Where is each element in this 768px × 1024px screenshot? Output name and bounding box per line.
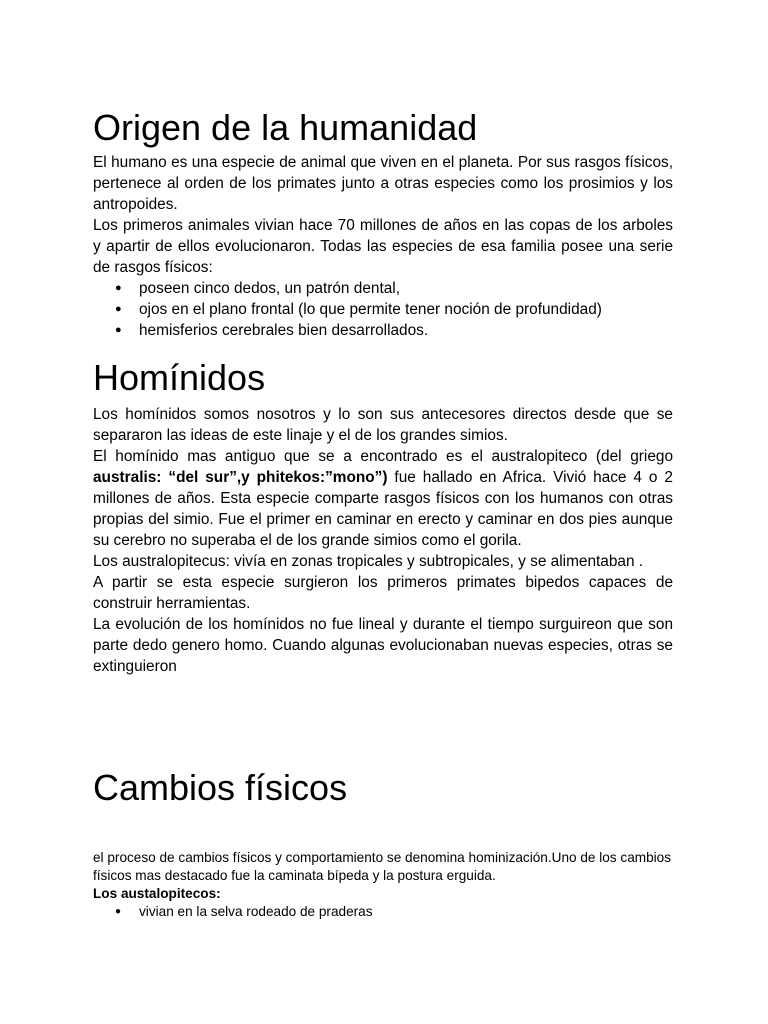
bullet-icon: ● bbox=[115, 303, 122, 315]
section-body-hominidos bbox=[93, 404, 673, 677]
bullet-icon: ● bbox=[115, 906, 122, 917]
paragraph: El humano es una especie de animal que viven en el planeta. Por sus rasgos físicos, pertenece al orden de los primates junto a otras especies como los prosimios y los antropoides. bbox=[93, 154, 673, 213]
section-heading-hominidos: Homínidos bbox=[93, 357, 266, 398]
bullet-icon: ● bbox=[115, 324, 122, 336]
subheading: Los austalopitecos: bbox=[93, 886, 221, 901]
list-item: ● poseen cinco dedos, un patrón dental, bbox=[115, 280, 400, 297]
paragraph: Los homínidos somos nosotros y lo son sus antecesores directos desde que se separaron las ideas de este linaje y el de los grandes simios. bbox=[93, 406, 673, 444]
list-item: ● hemisferios cerebrales bien desarrollados. bbox=[115, 322, 429, 339]
list-item: ● vivian en la selva rodeado de praderas bbox=[115, 904, 373, 919]
section-heading-origen: Origen de la humanidad bbox=[93, 107, 478, 148]
list-item: ● ojos en el plano frontal (lo que permite tener noción de profundidad) bbox=[115, 301, 602, 318]
paragraph: La evolución de los homínidos no fue lineal y durante el tiempo surguireon que son parte dedo genero homo. Cuando algunas evolucionaban nuevas especies, otras se extinguieron bbox=[93, 616, 673, 675]
bullet-list bbox=[93, 278, 673, 341]
section-heading-cambios: Cambios físicos bbox=[93, 767, 348, 808]
paragraph: A partir se esta especie surgieron los primeros primates bipedos capaces de construir herramientas. bbox=[93, 574, 673, 612]
paragraph: Los primeros animales vivian hace 70 millones de años en las copas de los arboles y apartir de ellos evolucionaron. Todas las especies de esa familia posee una serie de rasgos físicos: bbox=[93, 217, 673, 276]
paragraph: el proceso de cambios físicos y comportamiento se denomina hominización.Uno de los cambios físicos mas destacado fue la caminata bípeda y la postura erguida. bbox=[93, 850, 672, 883]
bold-etymology: australis: “del sur”,y phitekos:”mono”) bbox=[93, 469, 388, 486]
bullet-icon: ● bbox=[115, 282, 122, 294]
bullet-list bbox=[93, 903, 673, 921]
paragraph: Los australopitecus: vivía en zonas tropicales y subtropicales, y se alimentaban . bbox=[93, 553, 644, 570]
section-body-origen bbox=[93, 152, 673, 341]
paragraph: El homínido mas antiguo que se a encontrado es el australopiteco (del griego australis: “del sur”,y phitekos:”mono”) fue hallado en Africa. Vivió hace 4 o 2 millones de años. Esta especie comparte rasgos físicos con los humanos con otras propias del simio. Fue el primer en caminar en erecto y caminar en dos pies aunque su cerebro no superaba el de los grande simios como el gorila. bbox=[93, 448, 673, 549]
section-body-cambios bbox=[93, 849, 673, 921]
